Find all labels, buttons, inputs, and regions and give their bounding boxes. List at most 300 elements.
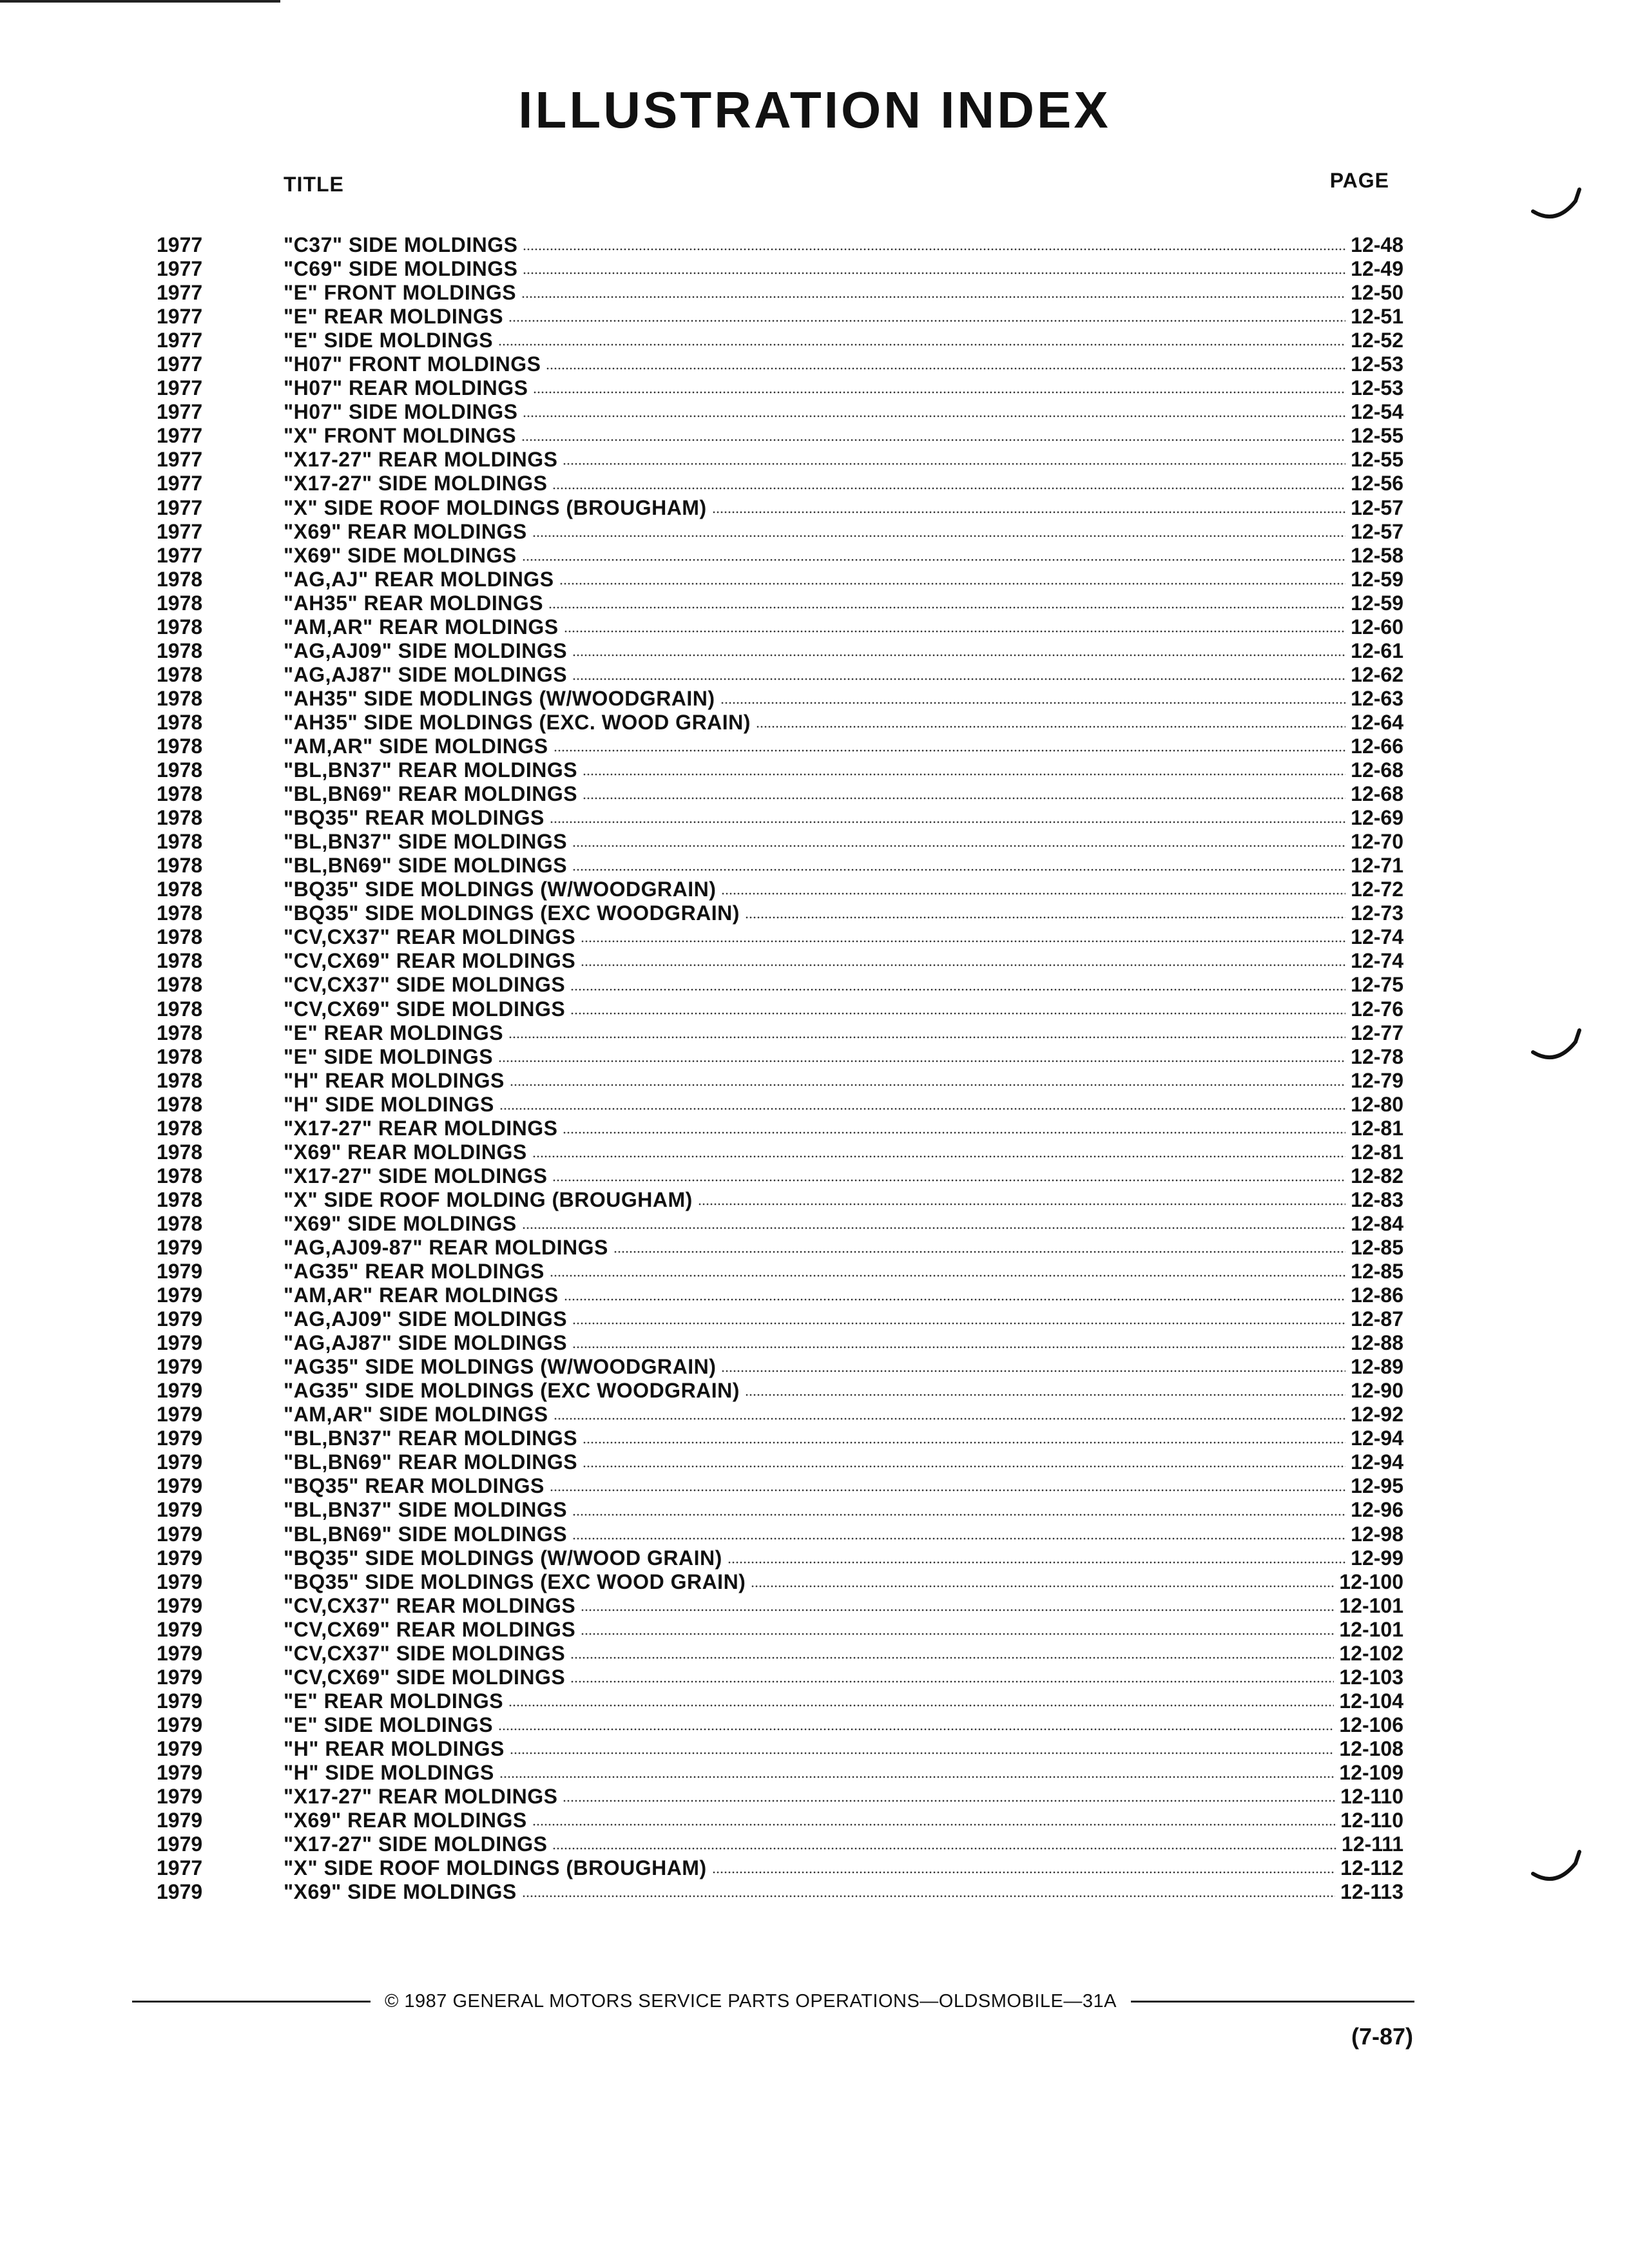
index-entry [157, 1236, 1403, 1260]
entry-year: 1979 [157, 1785, 203, 1809]
entry-page: 12-58 [1351, 543, 1403, 567]
entry-year: 1978 [157, 1092, 203, 1116]
entry-year: 1978 [157, 1044, 203, 1068]
entry-page: 12-89 [1351, 1355, 1403, 1379]
dot-leader [546, 367, 1345, 370]
entry-page: 12-71 [1351, 854, 1403, 878]
entry-title: "E" SIDE MOLDINGS [284, 329, 494, 352]
entry-title: "BL,BN37" SIDE MOLDINGS [284, 1498, 568, 1522]
entry-page: 12-62 [1351, 662, 1403, 686]
entry-year: 1977 [157, 472, 203, 495]
index-entry [157, 1307, 1403, 1331]
dot-leader [522, 559, 1345, 561]
dot-leader [523, 248, 1345, 251]
index-entry [157, 233, 1403, 257]
entry-title: "X" SIDE ROOF MOLDINGS (BROUGHAM) [284, 1856, 707, 1880]
entry-title: "AM,AR" SIDE MOLDINGS [284, 1403, 548, 1427]
entry-page: 12-106 [1339, 1713, 1403, 1736]
dot-leader [563, 1131, 1345, 1134]
entry-page: 12-68 [1351, 782, 1403, 806]
entry-title: "CV,CX69" REAR MOLDINGS [284, 949, 576, 973]
entry-year: 1979 [157, 1498, 203, 1522]
entry-year: 1977 [157, 233, 203, 256]
index-entry [157, 496, 1403, 520]
entry-page: 12-85 [1351, 1235, 1403, 1259]
entry-page: 12-112 [1340, 1856, 1403, 1880]
dot-leader [581, 940, 1345, 943]
entry-year: 1979 [157, 1546, 203, 1570]
entry-page: 12-57 [1351, 519, 1403, 543]
dot-leader [498, 1060, 1345, 1062]
dot-leader [698, 1203, 1345, 1206]
entry-page: 12-101 [1339, 1617, 1403, 1641]
dot-leader [756, 726, 1345, 728]
entry-page: 12-60 [1351, 615, 1403, 639]
entry-page: 12-75 [1351, 973, 1403, 997]
entry-title: "X17-27" REAR MOLDINGS [284, 448, 558, 472]
entry-page: 12-113 [1340, 1880, 1403, 1904]
index-entry [157, 568, 1403, 591]
dot-leader [563, 463, 1345, 465]
index-entry [157, 1450, 1403, 1474]
page-title: ILLUSTRATION INDEX [518, 81, 1111, 139]
entry-title: "E" REAR MOLDINGS [284, 1689, 504, 1713]
entry-page: 12-64 [1351, 710, 1403, 734]
entry-year: 1977 [157, 352, 203, 376]
index-entry [157, 1523, 1403, 1546]
dot-leader [721, 892, 1345, 895]
index-entry [157, 1785, 1403, 1809]
index-entry [157, 1642, 1403, 1666]
entry-page: 12-85 [1351, 1260, 1403, 1283]
entry-year: 1979 [157, 1570, 203, 1593]
index-entry [157, 591, 1403, 615]
dot-leader [563, 1800, 1335, 1802]
dot-leader [548, 606, 1345, 609]
dot-leader [581, 964, 1345, 966]
index-entry [157, 281, 1403, 305]
entry-page: 12-49 [1351, 257, 1403, 281]
entry-year: 1977 [157, 257, 203, 281]
entry-page: 12-92 [1351, 1403, 1403, 1427]
entry-year: 1978 [157, 615, 203, 639]
entry-year: 1978 [157, 710, 203, 734]
entry-page: 12-53 [1351, 352, 1403, 376]
entry-title: "BL,BN69" REAR MOLDINGS [284, 782, 578, 806]
index-entry [157, 1856, 1403, 1880]
entry-title: "E" FRONT MOLDINGS [284, 281, 517, 305]
entry-title: "X69" REAR MOLDINGS [284, 1809, 527, 1832]
entry-page: 12-103 [1339, 1665, 1403, 1689]
entry-title: "CV,CX69" SIDE MOLDINGS [284, 997, 566, 1021]
index-entry [157, 257, 1403, 281]
entry-title: "C37" SIDE MOLDINGS [284, 233, 518, 256]
entry-year: 1977 [157, 495, 203, 519]
dot-leader [720, 702, 1346, 704]
entry-year: 1979 [157, 1761, 203, 1784]
entry-year: 1979 [157, 1880, 203, 1904]
dot-leader [554, 749, 1346, 752]
entry-year: 1977 [157, 281, 203, 305]
entry-page: 12-51 [1351, 305, 1403, 329]
entry-title: "AH35" SIDE MODLINGS (W/WOODGRAIN) [284, 686, 715, 710]
entry-year: 1979 [157, 1736, 203, 1760]
dot-leader [564, 1298, 1346, 1301]
dot-leader [572, 1322, 1345, 1325]
entry-title: "CV,CX37" REAR MOLDINGS [284, 925, 576, 949]
entry-page: 12-76 [1351, 997, 1403, 1021]
dot-leader [508, 1704, 1334, 1707]
entry-title: "BQ35" SIDE MOLDINGS (W/WOODGRAIN) [284, 878, 717, 901]
entry-year: 1979 [157, 1355, 203, 1379]
entry-title: "AG,AJ09" SIDE MOLDINGS [284, 1307, 568, 1331]
index-entry [157, 424, 1403, 448]
dot-leader [728, 1561, 1345, 1564]
index-entry [157, 520, 1403, 544]
entry-title: "X69" SIDE MOLDINGS [284, 543, 517, 567]
entry-year: 1977 [157, 305, 203, 329]
entry-page: 12-102 [1339, 1641, 1403, 1665]
entry-year: 1979 [157, 1641, 203, 1665]
index-entry [157, 376, 1403, 400]
footer-rule-right [1131, 2001, 1414, 2003]
entry-title: "X17-27" SIDE MOLDINGS [284, 472, 548, 495]
entry-page: 12-69 [1351, 806, 1403, 830]
entry-page: 12-78 [1351, 1044, 1403, 1068]
dot-leader [523, 272, 1345, 274]
entry-year: 1979 [157, 1235, 203, 1259]
entry-page: 12-101 [1339, 1593, 1403, 1617]
entry-title: "X" SIDE ROOF MOLDINGS (BROUGHAM) [284, 495, 707, 519]
dot-leader [521, 439, 1345, 441]
entry-page: 12-109 [1339, 1761, 1403, 1784]
entry-year: 1979 [157, 1617, 203, 1641]
entry-year: 1979 [157, 1427, 203, 1450]
entry-page: 12-88 [1351, 1331, 1403, 1355]
index-entry [157, 1021, 1403, 1045]
dot-leader [508, 1036, 1345, 1039]
index-entry [157, 400, 1403, 424]
dot-leader [570, 1680, 1334, 1683]
entry-title: "AM,AR" REAR MOLDINGS [284, 615, 559, 639]
entry-title: "BL,BN69" SIDE MOLDINGS [284, 1522, 568, 1546]
index-entry [157, 1713, 1403, 1737]
entry-title: "AG,AJ87" SIDE MOLDINGS [284, 662, 568, 686]
index-entry [157, 1737, 1403, 1761]
index-entry [157, 711, 1403, 735]
index-entry [157, 1093, 1403, 1117]
entry-page: 12-82 [1351, 1164, 1403, 1187]
entry-title: "H" REAR MOLDINGS [284, 1736, 505, 1760]
dot-leader [498, 343, 1345, 346]
dot-leader [745, 1394, 1345, 1396]
entry-page: 12-81 [1351, 1140, 1403, 1164]
entry-title: "AG,AJ87" SIDE MOLDINGS [284, 1331, 568, 1355]
entry-title: "H" REAR MOLDINGS [284, 1068, 505, 1092]
entry-year: 1977 [157, 543, 203, 567]
footer-rule-left [132, 2001, 371, 2003]
index-entry [157, 1498, 1403, 1522]
index-entry [157, 1618, 1403, 1642]
entry-year: 1978 [157, 734, 203, 758]
index-entry [157, 1117, 1403, 1140]
entry-title: "H" SIDE MOLDINGS [284, 1761, 494, 1784]
entry-title: "AG,AJ09" SIDE MOLDINGS [284, 639, 568, 662]
index-entry [157, 901, 1403, 925]
entry-title: "BQ35" SIDE MOLDINGS (W/WOOD GRAIN) [284, 1546, 722, 1570]
index-entry [157, 1809, 1403, 1832]
entry-page: 12-48 [1351, 233, 1403, 256]
entry-title: "AH35" REAR MOLDINGS [284, 591, 544, 615]
entry-page: 12-74 [1351, 949, 1403, 973]
dot-leader [583, 797, 1345, 800]
entry-page: 12-83 [1351, 1187, 1403, 1211]
entry-page: 12-104 [1339, 1689, 1403, 1713]
dot-leader [522, 1227, 1345, 1229]
entry-page: 12-59 [1351, 567, 1403, 591]
dot-leader [508, 320, 1345, 322]
entry-year: 1979 [157, 1809, 203, 1832]
dot-leader [550, 1489, 1345, 1492]
dot-leader [570, 1657, 1334, 1659]
dot-leader [572, 1514, 1345, 1516]
dot-leader [572, 654, 1345, 657]
entry-page: 12-95 [1351, 1474, 1403, 1498]
dot-leader [499, 1108, 1345, 1110]
entry-year: 1978 [157, 854, 203, 878]
index-entry [157, 735, 1403, 758]
entry-year: 1979 [157, 1307, 203, 1331]
entry-title: "CV,CX37" SIDE MOLDINGS [284, 1641, 566, 1665]
entry-page: 12-96 [1351, 1498, 1403, 1522]
entry-year: 1978 [157, 639, 203, 662]
entry-title: "CV,CX69" SIDE MOLDINGS [284, 1665, 566, 1689]
entry-year: 1979 [157, 1713, 203, 1736]
entry-year: 1977 [157, 400, 203, 424]
dot-leader [552, 487, 1345, 490]
entry-year: 1977 [157, 448, 203, 472]
entry-page: 12-55 [1351, 424, 1403, 448]
entry-title: "X17-27" REAR MOLDINGS [284, 1116, 558, 1140]
dot-leader [613, 1251, 1345, 1253]
entry-title: "CV,CX37" SIDE MOLDINGS [284, 973, 566, 997]
entry-title: "BL,BN69" REAR MOLDINGS [284, 1450, 578, 1474]
entry-page: 12-81 [1351, 1116, 1403, 1140]
index-entry [157, 1355, 1403, 1379]
entry-title: "X69" REAR MOLDINGS [284, 519, 527, 543]
entry-page: 12-50 [1351, 281, 1403, 305]
index-entry [157, 758, 1403, 782]
dot-leader [552, 1847, 1336, 1850]
index-entry [157, 949, 1403, 973]
entry-year: 1978 [157, 973, 203, 997]
entry-year: 1979 [157, 1474, 203, 1498]
entry-year: 1977 [157, 376, 203, 400]
entry-title: "E" SIDE MOLDINGS [284, 1713, 494, 1736]
entry-year: 1978 [157, 1140, 203, 1164]
index-entry [157, 1546, 1403, 1570]
entry-title: "BQ35" REAR MOLDINGS [284, 806, 545, 830]
dot-leader [581, 1633, 1334, 1635]
dot-leader [712, 1871, 1336, 1874]
entry-title: "X" FRONT MOLDINGS [284, 424, 517, 448]
entry-page: 12-54 [1351, 400, 1403, 424]
index-entry [157, 854, 1403, 878]
dot-leader [522, 1895, 1335, 1898]
entry-page: 12-108 [1339, 1736, 1403, 1760]
entry-year: 1977 [157, 519, 203, 543]
entry-year: 1979 [157, 1260, 203, 1283]
entry-year: 1978 [157, 925, 203, 949]
entry-page: 12-80 [1351, 1092, 1403, 1116]
entry-title: "BL,BN37" REAR MOLDINGS [284, 758, 578, 782]
entry-title: "AG,AJ" REAR MOLDINGS [284, 567, 554, 591]
entry-year: 1978 [157, 949, 203, 973]
entry-page: 12-68 [1351, 758, 1403, 782]
entry-page: 12-77 [1351, 1021, 1403, 1044]
dot-leader [721, 1370, 1345, 1372]
index-entry [157, 782, 1403, 806]
index-entry [157, 639, 1403, 663]
entry-title: "X17-27" REAR MOLDINGS [284, 1785, 558, 1809]
index-entry [157, 1331, 1403, 1355]
entry-title: "H07" SIDE MOLDINGS [284, 400, 518, 424]
entry-year: 1978 [157, 901, 203, 925]
index-entry [157, 1880, 1403, 1904]
entry-title: "X" SIDE ROOF MOLDING (BROUGHAM) [284, 1187, 693, 1211]
entry-page: 12-61 [1351, 639, 1403, 662]
entry-year: 1979 [157, 1593, 203, 1617]
entry-year: 1979 [157, 1379, 203, 1403]
dot-leader [559, 582, 1346, 585]
entry-page: 12-56 [1351, 472, 1403, 495]
entry-title: "E" SIDE MOLDINGS [284, 1044, 494, 1068]
entry-year: 1978 [157, 567, 203, 591]
entry-year: 1979 [157, 1832, 203, 1856]
entry-page: 12-90 [1351, 1379, 1403, 1403]
index-entry [157, 1164, 1403, 1188]
entry-page: 12-59 [1351, 591, 1403, 615]
entry-year: 1978 [157, 1116, 203, 1140]
entry-page: 12-110 [1340, 1809, 1403, 1832]
entry-page: 12-66 [1351, 734, 1403, 758]
dot-leader [510, 1752, 1335, 1754]
index-entry [157, 1260, 1403, 1283]
index-entry [157, 878, 1403, 901]
index-entry [157, 1283, 1403, 1307]
dot-leader [572, 1537, 1345, 1540]
binder-hook-mark-top [1530, 187, 1582, 226]
entry-page: 12-53 [1351, 376, 1403, 400]
dot-leader [570, 1012, 1345, 1015]
title-column-header: TITLE [284, 173, 344, 196]
entry-title: "X69" SIDE MOLDINGS [284, 1880, 517, 1904]
index-entry [157, 352, 1403, 376]
entry-year: 1979 [157, 1689, 203, 1713]
revision-date: (7-87) [1351, 2023, 1413, 2050]
copyright-text: © 1987 GENERAL MOTORS SERVICE PARTS OPERATIONS—OLDSMOBILE—31A [385, 1991, 1117, 2012]
dot-leader [572, 869, 1345, 871]
dot-leader [570, 988, 1345, 991]
entry-title: "X17-27" SIDE MOLDINGS [284, 1164, 548, 1187]
dot-leader [572, 845, 1345, 847]
entry-title: "C69" SIDE MOLDINGS [284, 257, 518, 281]
index-entry [157, 806, 1403, 830]
entry-page: 12-79 [1351, 1068, 1403, 1092]
entry-year: 1979 [157, 1665, 203, 1689]
index-entry [157, 1474, 1403, 1498]
entry-year: 1978 [157, 686, 203, 710]
dot-leader [510, 1084, 1345, 1086]
index-entry [157, 1212, 1403, 1236]
index-entry [157, 1403, 1403, 1427]
dot-leader [521, 296, 1345, 298]
dot-leader [712, 511, 1346, 514]
footer [132, 1991, 1414, 2012]
index-entry [157, 1140, 1403, 1164]
entry-page: 12-84 [1351, 1211, 1403, 1235]
page-column-header: PAGE [1329, 169, 1389, 192]
dot-leader [572, 1346, 1345, 1349]
dot-leader [581, 1609, 1334, 1611]
dot-leader [550, 821, 1345, 823]
index-entry [157, 1379, 1403, 1403]
entry-page: 12-86 [1351, 1283, 1403, 1307]
dot-leader [532, 1155, 1345, 1158]
index-list [157, 233, 1403, 1904]
entry-title: "BQ35" REAR MOLDINGS [284, 1474, 545, 1498]
entry-year: 1978 [157, 1164, 203, 1187]
entry-title: "E" REAR MOLDINGS [284, 1021, 504, 1044]
dot-leader [751, 1585, 1334, 1588]
index-entry [157, 663, 1403, 687]
entry-year: 1978 [157, 878, 203, 901]
index-entry [157, 615, 1403, 639]
entry-year: 1978 [157, 758, 203, 782]
entry-year: 1979 [157, 1450, 203, 1474]
entry-title: "BL,BN37" SIDE MOLDINGS [284, 830, 568, 854]
dot-leader [552, 1179, 1345, 1182]
index-entry [157, 329, 1403, 352]
index-entry [157, 1188, 1403, 1212]
entry-title: "H" SIDE MOLDINGS [284, 1092, 494, 1116]
entry-title: "AG35" REAR MOLDINGS [284, 1260, 545, 1283]
dot-leader [554, 1418, 1346, 1420]
index-entry [157, 925, 1403, 949]
entry-page: 12-87 [1351, 1307, 1403, 1331]
entry-title: "E" REAR MOLDINGS [284, 305, 504, 329]
entry-year: 1978 [157, 1211, 203, 1235]
index-entry [157, 997, 1403, 1021]
entry-title: "AG35" SIDE MOLDINGS (W/WOODGRAIN) [284, 1355, 717, 1379]
entry-page: 12-52 [1351, 329, 1403, 352]
entry-page: 12-100 [1339, 1570, 1403, 1593]
top-edge-rule [0, 0, 280, 3]
index-entry [157, 1666, 1403, 1689]
dot-leader [550, 1274, 1345, 1277]
entry-year: 1977 [157, 424, 203, 448]
entry-page: 12-110 [1340, 1785, 1403, 1809]
entry-page: 12-111 [1341, 1832, 1403, 1856]
dot-leader [583, 1465, 1345, 1468]
entry-title: "BQ35" SIDE MOLDINGS (EXC WOOD GRAIN) [284, 1570, 746, 1593]
entry-year: 1978 [157, 591, 203, 615]
index-entry [157, 448, 1403, 472]
entry-title: "H07" FRONT MOLDINGS [284, 352, 541, 376]
binder-hook-mark-bottom [1530, 1849, 1582, 1888]
dot-leader [572, 678, 1345, 680]
entry-title: "AM,AR" REAR MOLDINGS [284, 1283, 559, 1307]
